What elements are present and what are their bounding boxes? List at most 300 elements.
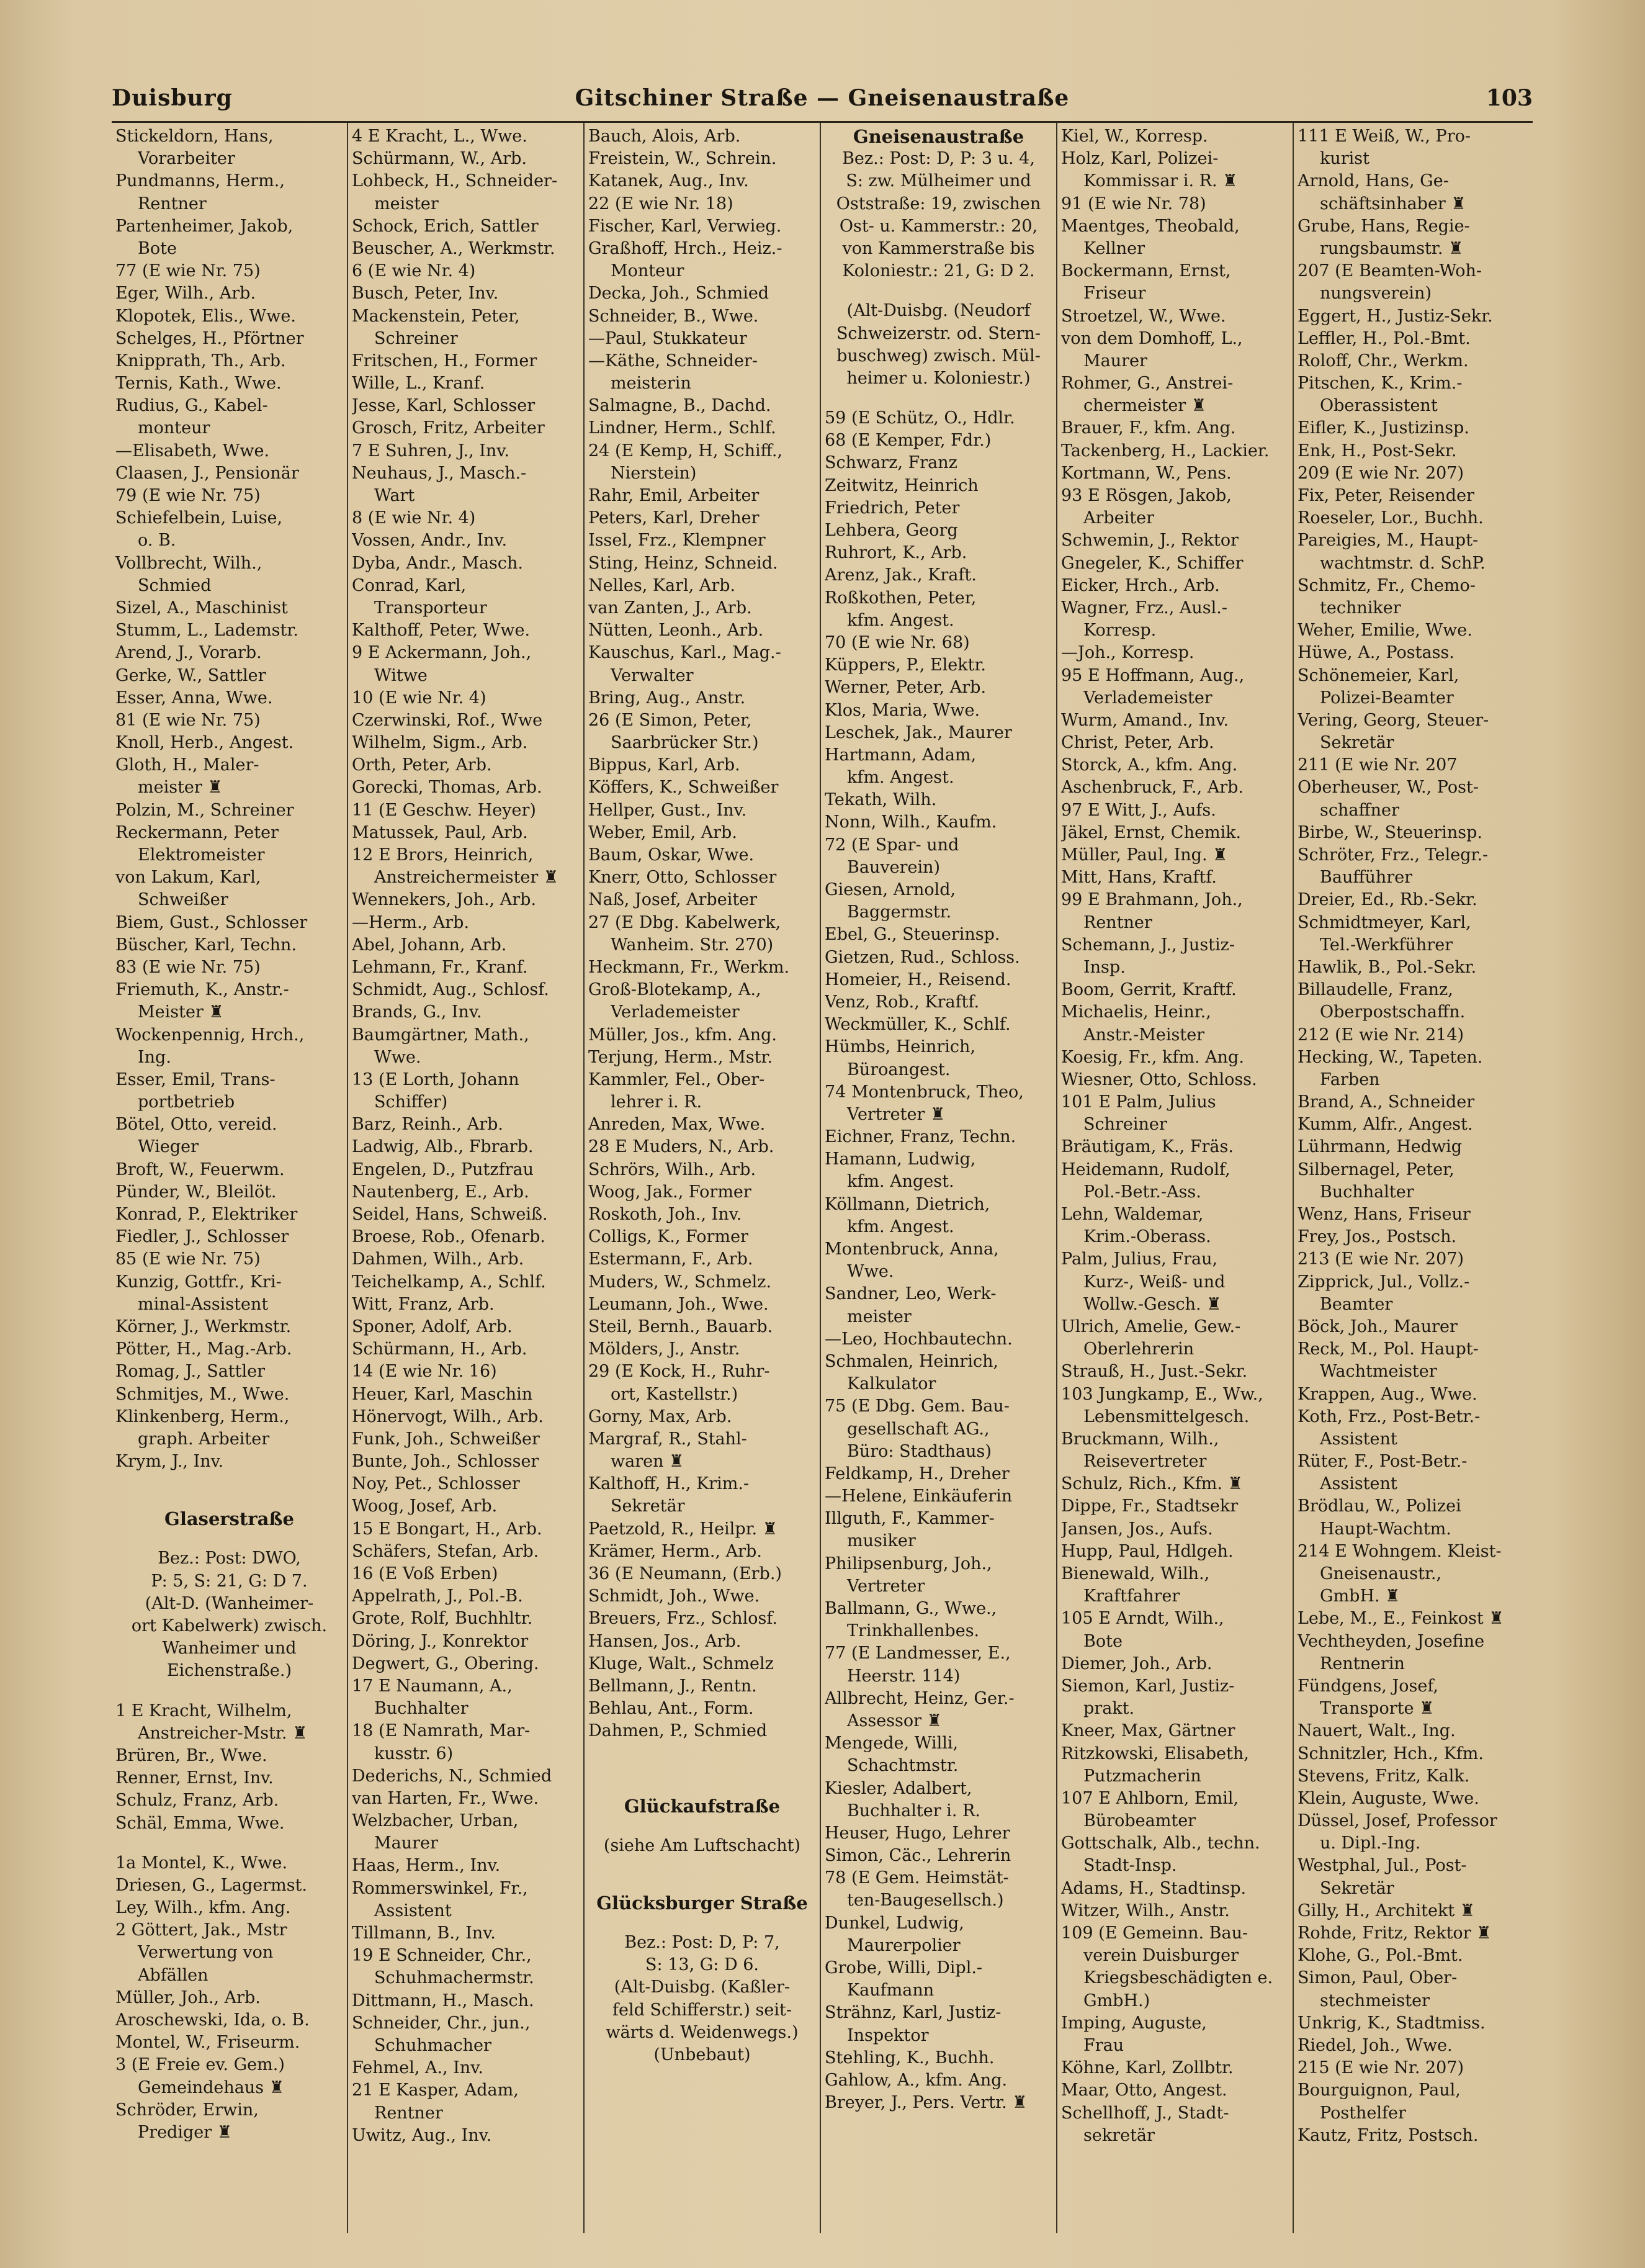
directory-line: 1 E Kracht, Wilhelm, — [115, 1701, 292, 1721]
directory-line: Grosch, Fritz, Arbeiter — [352, 418, 545, 438]
spacer — [588, 1760, 816, 1778]
directory-line: Montenbruck, Anna, — [825, 1240, 999, 1259]
directory-line: Maar, Otto, Angest. — [1061, 2081, 1227, 2100]
directory-line: Kalkulator — [847, 1374, 936, 1394]
directory-line: Assistent — [1320, 1429, 1397, 1449]
directory-line: prakt. — [1083, 1699, 1135, 1719]
directory-line: Maurer — [374, 1834, 438, 1853]
directory-line: Schock, Erich, Sattler — [352, 216, 539, 236]
directory-line: Simon, Paul, Ober- — [1298, 1968, 1458, 1988]
directory-line: Tel.-Werkführer — [1320, 935, 1453, 955]
directory-line: Bourguignon, Paul, — [1298, 2081, 1461, 2100]
directory-line: Dunkel, Ludwig, — [825, 1913, 964, 1933]
directory-line: Vertreter ♜ — [847, 1104, 946, 1124]
directory-line: —Herm., Arb. — [352, 912, 470, 932]
directory-line: meister ♜ — [138, 778, 223, 798]
directory-line: Schäl, Emma, Wwe. — [115, 1813, 285, 1833]
directory-line: Lohbeck, H., Schneider- — [352, 171, 558, 191]
directory-line: Leschek, Jak., Maurer — [825, 722, 1012, 742]
directory-line: Böck, Joh., Maurer — [1298, 1316, 1458, 1336]
directory-line: Tekath, Wilh. — [825, 790, 937, 810]
directory-line: Sekretär — [611, 1496, 685, 1516]
directory-line: Trinkhallenbes. — [847, 1621, 980, 1641]
directory-line: Arnold, Hans, Ge- — [1298, 171, 1449, 191]
directory-line: Ruhrort, K., Arb. — [825, 543, 967, 563]
directory-line: Vollbrecht, Wilh., — [115, 553, 262, 573]
directory-line: Stevens, Fritz, Kalk. — [1298, 1766, 1470, 1786]
directory-line: Knipprath, Th., Arb. — [115, 351, 286, 371]
directory-line: Dreier, Ed., Rb.-Sekr. — [1298, 890, 1477, 910]
directory-line: Düssel, Josef, Professor — [1298, 1811, 1497, 1831]
directory-line: Sting, Heinz, Schneid. — [588, 553, 778, 573]
directory-line: Freistein, W., Schrein. — [588, 149, 777, 169]
directory-line: Eger, Wilh., Arb. — [115, 284, 256, 304]
directory-line: Biem, Gust., Schlosser — [115, 912, 308, 932]
directory-line: 3 (E Freie ev. Gem.) — [115, 2055, 285, 2075]
directory-line: (Alt-Duisbg. (Kaßler- — [614, 1978, 791, 1997]
directory-line: Pitschen, K., Krim.- — [1298, 374, 1463, 394]
directory-line: Muders, W., Schmelz. — [588, 1272, 772, 1292]
directory-line: Vertreter — [847, 1576, 925, 1596]
directory-line: Schwarz, Franz — [825, 453, 957, 473]
directory-line: Körner, J., Werkmstr. — [115, 1316, 292, 1336]
directory-line: Fiedler, J., Schlosser — [115, 1227, 289, 1247]
directory-line: Gilly, H., Architekt ♜ — [1298, 1901, 1475, 1920]
directory-line: verein Duisburger — [1083, 1946, 1239, 1966]
spacer — [115, 1835, 343, 1852]
directory-line: 207 (E Beamten-Woh- — [1298, 261, 1482, 281]
directory-line: Hellper, Gust., Inv. — [588, 800, 747, 820]
directory-line: chermeister ♜ — [1083, 396, 1206, 416]
directory-line: Partenheimer, Jakob, — [115, 216, 294, 236]
directory-line: Kalthoff, H., Krim.- — [588, 1474, 750, 1494]
spacer — [115, 1530, 343, 1547]
directory-line: Anreden, Max, Wwe. — [588, 1115, 766, 1135]
directory-line: Bunte, Joh., Schlosser — [352, 1452, 539, 1472]
directory-line: Insp. — [1083, 957, 1126, 977]
directory-line: Pundmanns, Herm., — [115, 171, 285, 191]
directory-line: Ladwig, Alb., Fbrarb. — [352, 1137, 534, 1157]
directory-line: 26 (E Simon, Peter, — [588, 710, 752, 730]
directory-line: Schulz, Rich., Kfm. ♜ — [1061, 1474, 1243, 1494]
directory-line: Rohmer, G., Anstrei- — [1061, 374, 1234, 394]
column-5 — [1057, 123, 1294, 2233]
directory-line: Schellhoff, J., Stadt- — [1061, 2103, 1229, 2123]
directory-line: Friseur — [1083, 284, 1146, 304]
directory-line: Brödlau, W., Polizei — [1298, 1496, 1461, 1516]
directory-line: (Alt-Duisbg. (Neudorf — [846, 301, 1031, 321]
directory-line: Leumann, Joh., Wwe. — [588, 1294, 769, 1314]
column-2 — [348, 123, 585, 2233]
directory-line: Vechtheyden, Josefine — [1298, 1631, 1485, 1651]
directory-line: 11 (E Geschw. Heyer) — [352, 800, 536, 820]
directory-line: portbetrieb — [138, 1092, 235, 1112]
directory-line: Nütten, Leonh., Arb. — [588, 621, 764, 641]
directory-line: Arend, J., Vorarb. — [115, 643, 262, 663]
directory-line: Heckmann, Fr., Werkm. — [588, 957, 790, 977]
directory-line: Kumm, Alfr., Angest. — [1298, 1115, 1473, 1135]
directory-line: 78 (E Gem. Heimstät- — [825, 1868, 1009, 1888]
directory-line: Hümbs, Heinrich, — [825, 1037, 976, 1057]
directory-line: Stroetzel, W., Wwe. — [1061, 306, 1226, 326]
directory-line: Schneider, Chr., jun., — [352, 2013, 531, 2033]
directory-line: Schweizerstr. od. Stern- — [836, 323, 1041, 343]
directory-line: Prediger ♜ — [138, 2122, 232, 2142]
directory-line: Ing. — [138, 1047, 171, 1067]
directory-line: rungsbaumstr. ♜ — [1320, 238, 1464, 258]
directory-line: Schröter, Frz., Telegr.- — [1298, 845, 1489, 865]
directory-line: —Käthe, Schneider- — [588, 351, 758, 371]
directory-line: —Joh., Korresp. — [1061, 643, 1195, 663]
directory-line: Rüter, F., Post-Betr.- — [1298, 1452, 1468, 1472]
directory-line: Schäfers, Stefan, Arb. — [352, 1541, 539, 1561]
directory-line: —Elisabeth, Wwe. — [115, 441, 270, 461]
directory-line: 9 E Ackermann, Joh., — [352, 643, 532, 663]
directory-line: 21 E Kasper, Adam, — [352, 2081, 519, 2100]
directory-line: Kaufmann — [847, 1981, 935, 2000]
directory-line: Oststraße: 19, zwischen — [836, 194, 1041, 214]
directory-line: Sizel, A., Maschinist — [115, 598, 288, 618]
directory-line: Simon, Cäc., Lehrerin — [825, 1846, 1011, 1866]
directory-line: —Leo, Hochbautechn. — [825, 1329, 1013, 1349]
directory-line: Köffers, K., Schweißer — [588, 778, 779, 798]
directory-line: Rentner — [138, 194, 207, 214]
directory-line: Eicker, Hrch., Arb. — [1061, 575, 1220, 595]
directory-line: Klinkenberg, Herm., — [115, 1406, 290, 1426]
directory-line: 6 (E wie Nr. 4) — [352, 261, 476, 281]
directory-line: Küppers, P., Elektr. — [825, 655, 986, 675]
directory-line: Hupp, Paul, Hdlgeh. — [1061, 1541, 1234, 1561]
directory-line: Wille, L., Kranf. — [352, 374, 485, 394]
directory-line: Bienewald, Wilh., — [1061, 1564, 1210, 1583]
directory-line: Schelges, H., Pförtner — [115, 328, 304, 348]
directory-line: Renner, Ernst, Inv. — [115, 1768, 274, 1788]
directory-line: Lehmann, Fr., Kranf. — [352, 957, 528, 977]
directory-line: Salmagne, B., Dachd. — [588, 396, 771, 416]
directory-line: 75 (E Dbg. Gem. Bau- — [825, 1397, 1010, 1416]
directory-line: Haupt-Wachtm. — [1320, 1519, 1451, 1539]
directory-line: Heerstr. 114) — [847, 1666, 961, 1686]
directory-line: Schneider, B., Wwe. — [588, 306, 759, 326]
directory-columns — [112, 123, 1533, 2233]
directory-line: Feldkamp, H., Dreher — [825, 1464, 1010, 1483]
directory-line: Silbernagel, Peter, — [1298, 1159, 1455, 1179]
directory-line: Klos, Maria, Wwe. — [825, 700, 980, 720]
directory-line: Wennekers, Joh., Arb. — [352, 890, 537, 910]
directory-line: Lehn, Waldemar, — [1061, 1205, 1204, 1224]
directory-line: Gottschalk, Alb., techn. — [1061, 1834, 1260, 1853]
directory-line: Illguth, F., Kammer- — [825, 1509, 995, 1529]
directory-line: 59 (E Schütz, O., Hdlr. — [825, 408, 1015, 428]
column-4 — [821, 123, 1057, 2233]
directory-line: schäftsinhaber ♜ — [1320, 194, 1466, 214]
directory-line: Polzin, M., Schreiner — [115, 800, 294, 820]
directory-line: Bring, Aug., Anstr. — [588, 688, 746, 708]
directory-line: Groß-Blotekamp, A., — [588, 980, 761, 1000]
directory-line: Elektromeister — [138, 845, 265, 865]
directory-line: Stehling, K., Buchh. — [825, 2048, 995, 2068]
directory-line: Graßhoff, Hrch., Heiz.- — [588, 238, 782, 258]
directory-line: Maurer — [1083, 351, 1147, 371]
directory-line: Bruckmann, Wilh., — [1061, 1429, 1219, 1449]
directory-line: Breyer, J., Pers. Vertr. ♜ — [825, 2093, 1028, 2113]
directory-line: Assistent — [374, 1901, 452, 1920]
directory-line: Wilhelm, Sigm., Arb. — [352, 733, 528, 753]
directory-line: Schrörs, Wilh., Arb. — [588, 1159, 756, 1179]
directory-line: Grobe, Willi, Dipl.- — [825, 1958, 983, 1978]
directory-line: Schuhmachermstr. — [374, 1968, 534, 1988]
directory-line: nungsverein) — [1320, 284, 1432, 304]
directory-line: Baum, Oskar, Wwe. — [588, 845, 755, 865]
directory-line: 1a Montel, K., Wwe. — [115, 1853, 288, 1873]
directory-line: Lehbera, Georg — [825, 521, 958, 540]
directory-line: 74 Montenbruck, Theo, — [825, 1082, 1024, 1102]
directory-line: Büroangest. — [847, 1060, 951, 1079]
directory-line: 18 (E Namrath, Mar- — [352, 1721, 531, 1741]
directory-line: Zipprick, Jul., Vollz.- — [1298, 1272, 1470, 1292]
street-range-heading: Gitschiner Straße — Gneisenaustraße — [575, 85, 1070, 111]
directory-line: Bote — [1083, 1631, 1123, 1651]
directory-line: Nierstein) — [611, 463, 697, 483]
directory-line: Behlau, Ant., Form. — [588, 1699, 754, 1719]
directory-line: Lührmann, Hedwig — [1298, 1137, 1463, 1157]
directory-line: Michaelis, Heinr., — [1061, 1002, 1211, 1022]
directory-line: Pareigies, M., Haupt- — [1298, 531, 1479, 551]
directory-line: Roeseler, Lor., Buchh. — [1298, 508, 1484, 528]
directory-line: Kalthoff, Peter, Wwe. — [352, 621, 531, 641]
spacer — [115, 1473, 343, 1490]
directory-line: Ost- u. Kammerstr.: 20, — [839, 216, 1038, 236]
directory-line: 81 (E wie Nr. 75) — [115, 710, 261, 730]
directory-line: Klohe, G., Pol.-Bmt. — [1298, 1946, 1463, 1966]
directory-line: Brauer, F., kfm. Ang. — [1061, 418, 1236, 438]
directory-line: Maurerpolier — [847, 1935, 961, 1955]
directory-line: 109 (E Gemeinn. Bau- — [1061, 1924, 1248, 1943]
directory-line: Schmitjes, M., Wwe. — [115, 1384, 290, 1404]
directory-line: Schemann, J., Justiz- — [1061, 935, 1235, 955]
directory-line: Stumm, L., Lademstr. — [115, 621, 298, 641]
directory-line: Arenz, Jak., Kraft. — [825, 565, 977, 585]
directory-line: Driesen, G., Lagermst. — [115, 1875, 307, 1895]
directory-line: Jansen, Jos., Aufs. — [1061, 1519, 1213, 1539]
directory-line: Rentnerin — [1320, 1654, 1405, 1673]
directory-line: Brands, G., Inv. — [352, 1002, 482, 1022]
directory-line: Klopotek, Elis., Wwe. — [115, 306, 296, 326]
directory-line: Rahr, Emil, Arbeiter — [588, 486, 760, 505]
directory-line: Büro: Stadthaus) — [847, 1441, 992, 1461]
directory-line: Wieger — [138, 1137, 199, 1157]
directory-line: Schmalen, Heinrich, — [825, 1351, 999, 1371]
directory-line: wärts d. Weidenwegs.) — [606, 2022, 799, 2042]
directory-line: 36 (E Neumann, (Erb.) — [588, 1564, 782, 1583]
directory-line: Assistent — [1320, 1474, 1397, 1494]
directory-line: techniker — [1320, 598, 1401, 618]
directory-line: (Unbebaut) — [653, 2045, 751, 2064]
directory-line: Schmitz, Fr., Chemo- — [1298, 575, 1476, 595]
directory-line: Beamter — [1320, 1294, 1393, 1314]
directory-line: Grube, Hans, Regie- — [1298, 216, 1470, 236]
directory-line: Nonn, Wilh., Kaufm. — [825, 812, 997, 832]
directory-line: Gneisenaustr., — [1320, 1564, 1442, 1583]
directory-line: Nauert, Walt., Ing. — [1298, 1721, 1456, 1741]
directory-line: Schuhmacher — [374, 2035, 491, 2055]
directory-line: P: 5, S: 21, G: D 7. — [151, 1571, 308, 1591]
directory-line: heimer u. Koloniestr.) — [846, 368, 1031, 388]
directory-line: Krim.-Oberass. — [1083, 1227, 1211, 1247]
directory-line: Dahmen, P., Schmied — [588, 1721, 768, 1741]
directory-line: Krym, J., Inv. — [115, 1452, 224, 1472]
directory-line: Heuser, Hugo, Lehrer — [825, 1823, 1010, 1843]
directory-line: Conrad, Karl, — [352, 575, 467, 595]
directory-line: Anstreichermeister ♜ — [374, 868, 559, 888]
directory-line: Kellner — [1083, 238, 1145, 258]
directory-line: 83 (E wie Nr. 75) — [115, 957, 261, 977]
directory-line: Hartmann, Adam, — [825, 745, 977, 765]
directory-line: Estermann, F., Arb. — [588, 1249, 753, 1269]
directory-line: Busch, Peter, Inv. — [352, 284, 499, 304]
spacer — [115, 1683, 343, 1700]
directory-line: Kraftfahrer — [1083, 1586, 1180, 1606]
directory-line: Hecking, W., Tapeten. — [1298, 1047, 1483, 1067]
directory-line: kfm. Angest. — [847, 610, 954, 630]
directory-line: Eifler, K., Justizinsp. — [1298, 418, 1469, 438]
directory-line: Büscher, Karl, Techn. — [115, 935, 297, 955]
directory-line: Bräutigam, K., Fräs. — [1061, 1137, 1234, 1157]
directory-line: Allbrecht, Heinz, Ger.- — [825, 1688, 1015, 1708]
spacer — [825, 390, 1052, 407]
directory-line: Hansen, Jos., Arb. — [588, 1631, 742, 1651]
directory-line: meisterin — [611, 374, 691, 394]
spacer — [588, 1874, 816, 1892]
directory-line: Esser, Anna, Wwe. — [115, 688, 273, 708]
directory-line: Farben — [1320, 1069, 1380, 1089]
directory-line: Birbe, W., Steuerinsp. — [1298, 822, 1482, 842]
directory-line: Sponer, Adolf, Arb. — [352, 1316, 513, 1336]
directory-line: 91 (E wie Nr. 78) — [1061, 194, 1206, 214]
directory-line: Rohde, Fritz, Rektor ♜ — [1298, 1924, 1492, 1943]
directory-line: Leffler, H., Pol.-Bmt. — [1298, 328, 1471, 348]
directory-line: Vorarbeiter — [138, 149, 235, 169]
directory-line: Anstreicher-Mstr. ♜ — [138, 1723, 308, 1743]
directory-line: 13 (E Lorth, Johann — [352, 1069, 519, 1089]
directory-line: Homeier, H., Reisend. — [825, 970, 1011, 989]
directory-line: Schönemeier, Karl, — [1298, 665, 1459, 685]
directory-line: Kurz-, Weiß- und — [1083, 1272, 1226, 1292]
page-number: 103 — [1486, 85, 1533, 111]
directory-line: Fehmel, A., Inv. — [352, 2058, 483, 2078]
directory-line: Bockermann, Ernst, — [1061, 261, 1231, 281]
directory-line: Vossen, Andr., Inv. — [352, 531, 508, 551]
directory-line: Wiesner, Otto, Schloss. — [1061, 1069, 1257, 1089]
directory-line: Verlademeister — [1083, 688, 1212, 708]
directory-line: Mölders, J., Anstr. — [588, 1339, 740, 1359]
directory-line: 209 (E wie Nr. 207) — [1298, 463, 1464, 483]
directory-line: Sekretär — [1320, 733, 1394, 753]
directory-line: Rentner — [374, 2103, 443, 2123]
directory-line: Krämer, Herm., Arb. — [588, 1541, 762, 1561]
directory-line: Kiel, W., Korresp. — [1061, 127, 1208, 146]
directory-line: GmbH.) — [1083, 1991, 1150, 2010]
street-heading: Gneisenaustraße — [853, 126, 1024, 147]
directory-line: Orth, Peter, Arb. — [352, 755, 492, 775]
directory-line: meister — [847, 1307, 912, 1326]
directory-line: Gorny, Max, Arb. — [588, 1406, 732, 1426]
directory-line: Reck, M., Pol. Haupt- — [1298, 1339, 1479, 1359]
directory-line: Adams, H., Stadtinsp. — [1061, 1878, 1247, 1898]
directory-line: Unkrig, K., Stadtmiss. — [1298, 2013, 1486, 2033]
directory-line: schaffner — [1320, 800, 1399, 820]
directory-line: Maentges, Theobald, — [1061, 216, 1240, 236]
directory-line: Holz, Karl, Polizei- — [1061, 149, 1219, 169]
directory-line: Wanheimer und — [162, 1639, 297, 1658]
directory-line: Verwalter — [611, 665, 694, 685]
directory-line: 77 (E wie Nr. 75) — [115, 261, 261, 281]
directory-line: Sekretär — [1320, 1878, 1394, 1898]
directory-line: Ballmann, G., Wwe., — [825, 1599, 997, 1618]
directory-line: Kluge, Walt., Schmelz — [588, 1654, 774, 1673]
directory-line: Heidemann, Rudolf, — [1061, 1159, 1230, 1179]
directory-line: 28 E Muders, N., Arb. — [588, 1137, 774, 1157]
directory-line: Zeitwitz, Heinrich — [825, 475, 979, 495]
street-heading: Glücksburger Straße — [596, 1892, 808, 1914]
directory-line: Wollw.-Gesch. ♜ — [1083, 1294, 1222, 1314]
directory-line: Gloth, H., Maler- — [115, 755, 259, 775]
directory-line: Gorecki, Thomas, Arb. — [352, 778, 542, 798]
directory-line: Oberlehrerin — [1083, 1339, 1195, 1359]
directory-line: Schmidt, Joh., Wwe. — [588, 1586, 760, 1606]
directory-line: Heuer, Karl, Maschin — [352, 1384, 533, 1404]
spacer — [588, 1857, 816, 1874]
directory-line: 107 E Ahlborn, Emil, — [1061, 1788, 1239, 1808]
directory-line: Arbeiter — [1083, 508, 1155, 528]
directory-line: Abel, Johann, Arb. — [352, 935, 507, 955]
directory-line: Strähnz, Karl, Justiz- — [825, 2003, 1002, 2023]
directory-line: 93 E Rösgen, Jakob, — [1061, 486, 1232, 505]
directory-line: 29 (E Kock, H., Ruhr- — [588, 1362, 770, 1382]
page-header — [112, 84, 1533, 123]
directory-line: minal-Assistent — [138, 1294, 269, 1314]
directory-line: Rentner — [1083, 912, 1152, 932]
directory-line: Korresp. — [1083, 621, 1157, 641]
directory-line: Baufführer — [1320, 868, 1413, 888]
directory-line: Schwemin, J., Rektor — [1061, 531, 1239, 551]
directory-line: lehrer i. R. — [611, 1092, 702, 1112]
directory-line: Wockenpennig, Hrch., — [115, 1025, 305, 1045]
directory-line: Kriegsbeschädigten e. — [1083, 1968, 1273, 1988]
directory-line: 105 E Arndt, Wilh., — [1061, 1609, 1224, 1629]
directory-line: Kommissar i. R. ♜ — [1083, 171, 1238, 191]
directory-line: 10 (E wie Nr. 4) — [352, 688, 486, 708]
directory-line: stechmeister — [1320, 1991, 1430, 2010]
directory-line: Fritschen, H., Former — [352, 351, 537, 371]
column-6 — [1294, 123, 1530, 2233]
directory-line: Baumgärtner, Math., — [352, 1025, 529, 1045]
directory-line: Imping, Auguste, — [1061, 2013, 1207, 2033]
directory-line: Wart — [374, 486, 415, 505]
directory-line: Boom, Gerrit, Kraftf. — [1061, 980, 1237, 1000]
directory-line: 85 (E wie Nr. 75) — [115, 1249, 261, 1269]
directory-line: Eichenstraße.) — [166, 1661, 292, 1681]
directory-line: Montel, W., Friseurm. — [115, 2033, 300, 2053]
directory-line: Kortmann, W., Pens. — [1061, 463, 1232, 483]
directory-line: Tackenberg, H., Lackier. — [1061, 441, 1270, 461]
directory-line: Bauch, Alois, Arb. — [588, 127, 741, 146]
directory-line: Wanheim. Str. 270) — [611, 935, 774, 955]
directory-line: Storck, A., kfm. Ang. — [1061, 755, 1238, 775]
directory-line: 8 (E wie Nr. 4) — [352, 508, 476, 528]
directory-line: Venz, Rob., Kraftf. — [825, 992, 980, 1012]
directory-line: —Helene, Einkäuferin — [825, 1487, 1013, 1506]
